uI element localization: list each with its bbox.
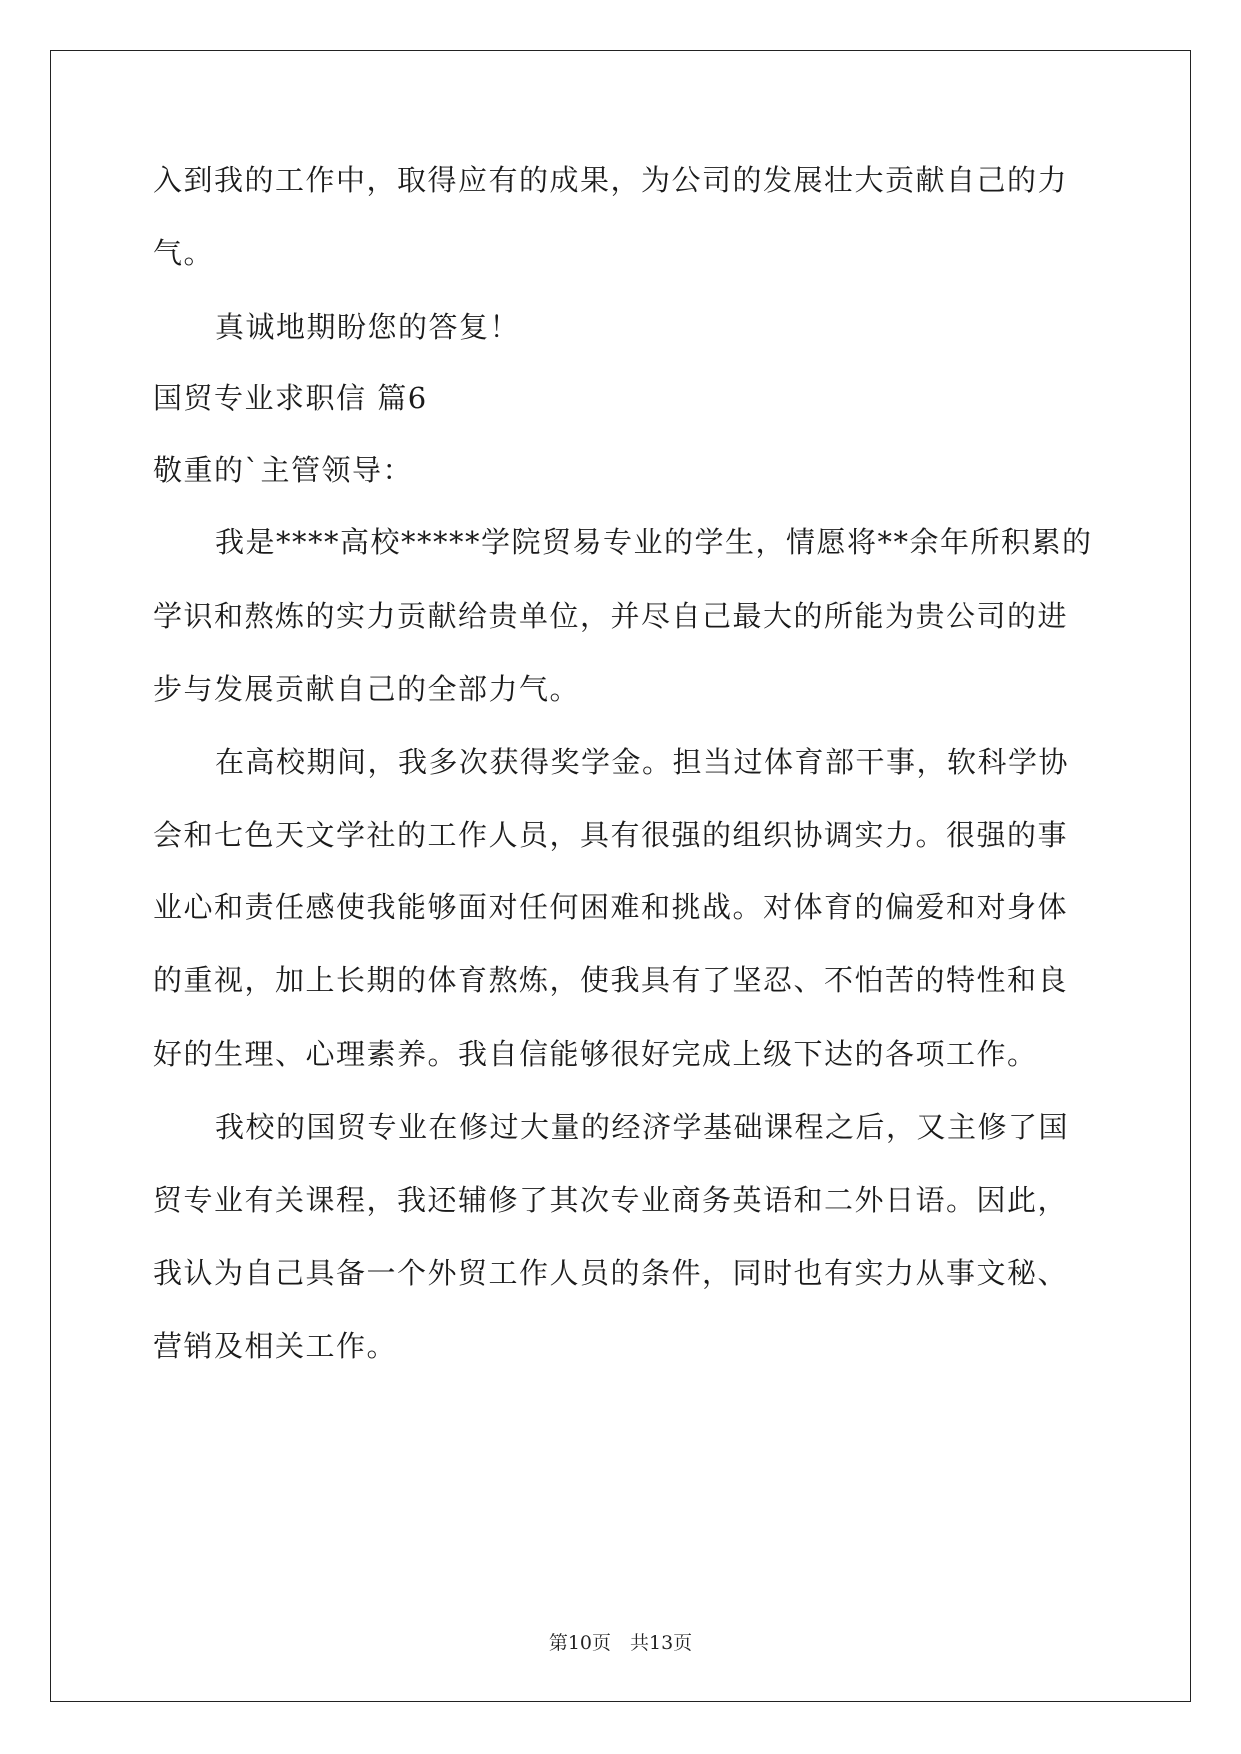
text-line: 我认为自己具备一个外贸工作人员的条件，同时也有实力从事文秘、 [153,1256,1069,1290]
section-heading: 国贸专业求职信 篇6 [153,381,428,415]
page-border [50,50,1191,1702]
text-line: 业心和责任感使我能够面对任何困难和挑战。对体育的偏爱和对身体 [153,890,1069,924]
text-line: 在高校期间，我多次获得奖学金。担当过体育部干事，软科学协 [215,745,1070,779]
text-line: 好的生理、心理素养。我自信能够很好完成上级下达的各项工作。 [153,1037,1038,1071]
text-line: 的重视，加上长期的体育熬炼，使我具有了坚忍、不怕苦的特性和良 [153,963,1069,997]
text-line: 营销及相关工作。 [153,1329,398,1363]
text-line: 步与发展贡献自己的全部力气。 [153,672,581,706]
text-line: 贸专业有关课程，我还辅修了其次专业商务英语和二外日语。因此， [153,1183,1069,1217]
text-line: 我是****高校*****学院贸易专业的学生，情愿将**余年所积累的 [215,525,1093,559]
text-line: 入到我的工作中，取得应有的成果，为公司的发展壮大贡献自己的力 [153,163,1069,197]
text-line: 我校的国贸专业在修过大量的经济学基础课程之后，又主修了国 [215,1110,1070,1144]
text-line: 气。 [153,236,215,270]
text-line: 会和七色天文学社的工作人员，具有很强的组织协调实力。很强的事 [153,818,1069,852]
page-footer [0,1628,1241,1655]
closing-line: 真诚地期盼您的答复！ [215,310,521,344]
text-line: 学识和熬炼的实力贡献给贵单位，并尽自己最大的所能为贵公司的进 [153,599,1069,633]
page-number: 第10页 共13页 [548,1632,693,1654]
salutation: 敬重的`主管领导： [153,453,414,487]
